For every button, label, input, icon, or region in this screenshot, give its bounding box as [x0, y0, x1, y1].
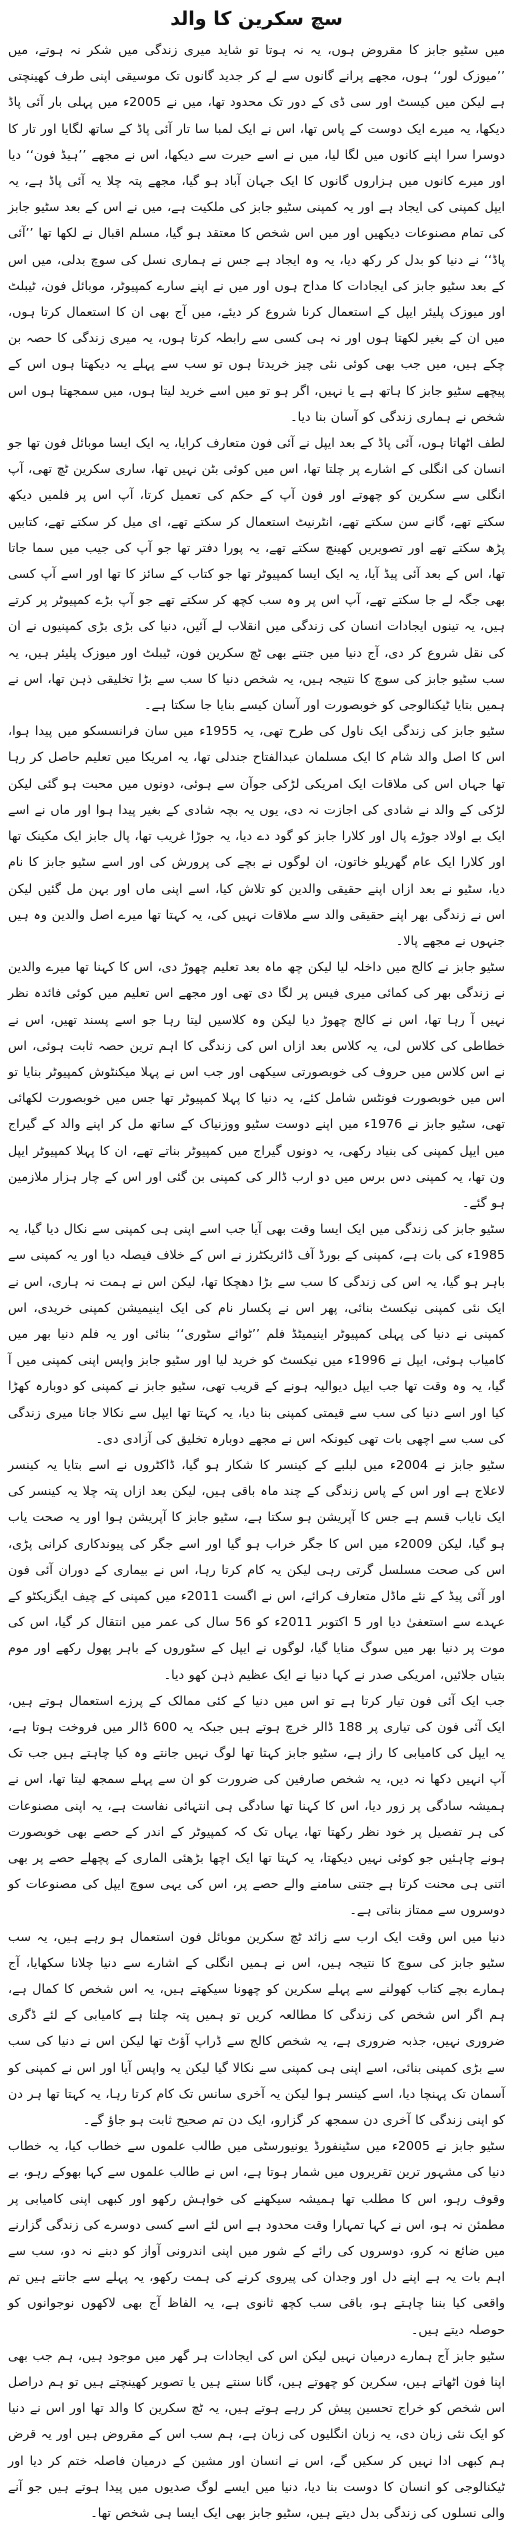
- paragraph: سٹیو جابز آج ہمارے درمیان نہیں لیکن اس کی ایجادات ہر گھر میں موجود ہیں، ہم جب بھی اپنا فون اٹھاتے ہیں، سکرین کو چھوتے ہیں، گانا سنتے ہیں یا تصویر کھینچتے ہیں تو ہم دراصل اس شخص کو خراج تحسین پیش کر رہے ہوتے ہیں، یہ ٹچ سکرین کا والد تھا اور اس نے دنیا کو ایک نئی زبان دی، یہ زبان انگلیوں کی زبان ہے، ہم سب اس کے مقروض ہیں اور یہ قرض ہم کبھی ادا نہیں کر سکیں گے، اس نے انسان اور مشین کے درمیان فاصلہ ختم کر دیا اور ٹیکنالوجی کو انسان کا دوست بنا دیا، دنیا میں ایسے لوگ صدیوں میں پیدا ہوتے ہیں جو آنے والی نسلوں کی زندگی بدل دیتے ہیں، سٹیو جابز بھی ایک ایسا ہی شخص تھا۔: [8, 2347, 505, 2521]
- paragraph: سٹیو جابز کی زندگی میں ایک ایسا وقت بھی آیا جب اسے اپنی ہی کمپنی سے نکال دیا گیا، یہ 1985ء کی بات ہے، کمپنی کے بورڈ آف ڈائریکٹرز نے اس کے خلاف فیصلہ دیا اور یہ کمپنی سے باہر ہو گیا، یہ اس کی زندگی کا سب سے بڑا دھچکا تھا، لیکن اس نے ہمت نہ ہاری، اس نے ایک نئی کمپنی نیکسٹ بنائی، پھر اس نے پکسار نام کی ایک اینیمیشن کمپنی خریدی، اس کمپنی نے دنیا کی پہلی کمپیوٹر اینیمیٹڈ فلم ’’ٹوائے سٹوری‘‘ بنائی اور یہ فلم دنیا بھر میں کامیاب ہوئی، ایپل نے 1996ء میں نیکسٹ کو خرید لیا اور سٹیو جابز واپس اپنی کمپنی میں آ گیا، یہ وہ وقت تھا جب ایپل دیوالیہ ہونے کے قریب تھی، سٹیو جابز نے کمپنی کو دوبارہ کھڑا کیا اور اسے دنیا کی سب سے قیمتی کمپنی بنا دیا، یہ کہتا تھا ایپل سے نکالا جانا میری زندگی کی سب سے اچھی بات تھی کیونکہ اس نے مجھے دوبارہ تخلیق کی آزادی دی۔: [8, 1221, 505, 1446]
- paragraph: سٹیو جابز نے کالج میں داخلہ لیا لیکن چھ ماہ بعد تعلیم چھوڑ دی، اس کا کہنا تھا میرے والدین نے زندگی بھر کی کمائی میری فیس پر لگا دی تھی اور مجھے اس تعلیم میں کوئی فائدہ نظر نہیں آ رہا تھا، اس نے کالج چھوڑ دیا لیکن وہ کلاسیں لیتا رہا جو اسے پسند تھیں، اس نے خطاطی کی کلاس لی، یہ کلاس بعد ازاں اس کی زندگی کا اہم ترین حصہ ثابت ہوئی، اس نے اس کلاس میں حروف کی خوبصورتی سیکھی اور جب اس نے پہلا میکنٹوش کمپیوٹر بنایا تو اس میں خوبصورت فونٹس شامل کئے، یہ دنیا کا پہلا کمپیوٹر تھا جس میں خوبصورت لکھائی تھی، سٹیو جابز نے 1976ء میں اپنے دوست سٹیو ووزنیاک کے ساتھ مل کر اپنے والد کے گیراج میں ایپل کمپنی کی بنیاد رکھی، یہ دونوں گیراج میں کمپیوٹر بناتے تھے، ان کا پہلا کمپیوٹر ایپل ون تھا، یہ کمپنی دس برس میں دو ارب ڈالر کی کمپنی بن گئی اور اس کے چار ہزار ملازمین ہو گئے۔: [8, 959, 505, 1210]
- paragraph: لطف اٹھاتا ہوں، آئی پاڈ کے بعد ایپل نے آئی فون متعارف کرایا، یہ ایک ایسا موبائل فون تھا جو انسان کی انگلی کے اشارے پر چلتا تھا، اس میں کوئی بٹن نہیں تھا، ساری سکرین ٹچ تھی، آپ انگلی سے سکرین کو چھوتے اور فون آپ کے حکم کی تعمیل کرتا، آپ اس پر فلمیں دیکھ سکتے تھے، گانے سن سکتے تھے، انٹرنیٹ استعمال کر سکتے تھے، ای میل کر سکتے تھے، کتابیں پڑھ سکتے تھے اور تصویریں کھینچ سکتے تھے، یہ پورا دفتر تھا جو آپ کی جیب میں سما جاتا تھا، اس کے بعد آئی پیڈ آیا، یہ ایک ایسا کمپیوٹر تھا جو کتاب کے سائز کا تھا اور اسے آپ کسی بھی جگہ لے جا سکتے تھے، آپ اس پر وہ سب کچھ کر سکتے تھے جو آپ بڑے کمپیوٹر پر کرتے ہیں، یہ تینوں ایجادات انسان کی زندگی میں انقلاب لے آئیں، دنیا کی بڑی بڑی کمپنیوں نے ان کی نقل شروع کر دی، آج دنیا میں جتنے بھی ٹچ سکرین فون، ٹیبلٹ اور میوزک پلیئر ہیں، یہ سب سٹیو جابز کی سوچ کا نتیجہ ہیں، یہ شخص دنیا کا سب سے بڑا تخلیقی ذہن تھا، اس نے ہمیں بتایا ٹیکنالوجی کو خوبصورت اور آسان کیسے بنایا جا سکتا ہے۔: [8, 435, 505, 713]
- article-title: سچ سکرین کا والد: [170, 8, 343, 30]
- paragraph: میں سٹیو جابز کا مقروض ہوں، یہ نہ ہوتا تو شاید میری زندگی میں شکر نہ ہوتے، میں ’’میوزک لور‘‘ ہوں، مجھے پرانے گانوں سے لے کر جدید گانوں تک موسیقی اپنی طرف کھینچتی ہے لیکن میں کیسٹ اور سی ڈی کے دور تک محدود تھا، میں نے 2005ء میں پہلی بار آئی پاڈ دیکھا، یہ میرے ایک دوست کے پاس تھا، اس نے ایک لمبا سا تار آئی پاڈ کے ساتھ لگایا اور تار کا دوسرا سرا اپنے کانوں میں لگا لیا، میں نے اسے حیرت سے دیکھا، اس نے مجھے ’’ہیڈ فون‘‘ دیا اور میرے کانوں میں ہزاروں گانوں کا ایک جہان آباد ہو گیا، مجھے پتہ چلا یہ آئی پاڈ ہے، یہ ایپل کمپنی کی ایجاد ہے اور یہ کمپنی سٹیو جابز کی ملکیت ہے، میں نے اس کے بعد سٹیو جابز کی تمام مصنوعات دیکھیں اور میں اس شخص کا معتقد ہو گیا، مسلم اقبال نے لکھا تھا ’’آئی پاڈ‘‘ نے دنیا کو بدل کر رکھ دیا، یہ وہ ایجاد ہے جس نے ہماری نسل کی سوچ بدلی، میں اس کے بعد سٹیو جابز کی ایجادات کا مداح ہوں اور میں نے اپنے سارے کمپیوٹر، موبائل فون، ٹیبلٹ اور میوزک پلیئر ایپل کے استعمال کرنا شروع کر دیئے، میں آج بھی ان کا استعمال کرتا ہوں، میں ان کے بغیر لکھتا ہوں اور نہ ہی کسی سے رابطہ کرتا ہوں، یہ میری زندگی کا حصہ بن چکے ہیں، میں جب بھی کوئی نئی چیز خریدتا ہوں تو سب سے پہلے یہ دیکھتا ہوں اس کے پیچھے سٹیو جابز کا ہاتھ ہے یا نہیں، اگر ہو تو میں اسے خرید لیتا ہوں، میں سمجھتا ہوں اس شخص نے ہماری زندگی کو آسان بنا دیا۔: [8, 42, 506, 424]
- paragraph: سٹیو جابز نے 2004ء میں لبلبے کے کینسر کا شکار ہو گیا، ڈاکٹروں نے اسے بتایا یہ کینسر لاعلاج ہے اور اس کے پاس زندگی کے چند ماہ باقی ہیں، لیکن بعد ازاں پتہ چلا یہ کینسر کی ایک نایاب قسم ہے جس کا آپریشن ہو سکتا ہے، سٹیو جابز کا آپریشن ہوا اور یہ صحت یاب ہو گیا، لیکن 2009ء میں اس کا جگر خراب ہو گیا اور اسے جگر کی پیوندکاری کرانی پڑی، اس کی صحت مسلسل گرتی رہی لیکن یہ کام کرتا رہا، اس نے بیماری کے دوران آئی فون اور آئی پیڈ کے نئے ماڈل متعارف کرائے، اس نے اگست 2011ء میں کمپنی کے چیف ایگزیکٹو کے عہدے سے استعفیٰ دیا اور 5 اکتوبر 2011ء کو 56 سال کی عمر میں انتقال کر گیا، اس کی موت پر دنیا بھر میں سوگ منایا گیا، لوگوں نے ایپل کے سٹوروں کے باہر پھول رکھے اور موم بتیاں جلائیں، امریکی صدر نے کہا دنیا نے ایک عظیم ذہن کھو دیا۔: [8, 1456, 506, 1682]
- paragraph: سٹیو جابز نے 2005ء میں سٹینفورڈ یونیورسٹی میں طالب علموں سے خطاب کیا، یہ خطاب دنیا کی مشہور ترین تقریروں میں شمار ہوتا ہے، اس نے طالب علموں سے کہا بھوکے رہو، بے وقوف رہو، اس کا مطلب تھا ہمیشہ سیکھنے کی خواہش رکھو اور کبھی اپنی کامیابی پر مطمئن نہ ہو، اس نے کہا تمہارا وقت محدود ہے اس لئے اسے کسی دوسرے کی زندگی گزارنے میں ضائع نہ کرو، دوسروں کی رائے کے شور میں اپنی اندرونی آواز کو دبنے نہ دو، سب سے اہم بات یہ ہے اپنے دل اور وجدان کی پیروی کرنے کی ہمت رکھو، یہ پہلے سے جانتے ہیں تم واقعی کیا بننا چاہتے ہو، باقی سب کچھ ثانوی ہے، یہ الفاظ آج بھی لاکھوں نوجوانوں کو حوصلہ دیتے ہیں۔: [8, 2138, 505, 2337]
- paragraph: جب ایک آئی فون تیار کرتا ہے تو اس میں دنیا کے کئی ممالک کے پرزے استعمال ہوتے ہیں، ایک آئی فون کی تیاری پر 188 ڈالر خرچ ہوتے ہیں جبکہ یہ 600 ڈالر میں فروخت ہوتا ہے، یہ ایپل کی کامیابی کا راز ہے، سٹیو جابز کہتا تھا لوگ نہیں جانتے وہ کیا چاہتے ہیں جب تک آپ انہیں دکھا نہ دیں، یہ شخص صارفین کی ضرورت کو ان سے پہلے سمجھ لیتا تھا، اس نے ہمیشہ سادگی پر زور دیا، اس کا کہنا تھا سادگی ہی انتہائی نفاست ہے، یہ اپنی مصنوعات کی ہر تفصیل پر خود نظر رکھتا تھا، یہاں تک کہ کمپیوٹر کے اندر کے حصے بھی خوبصورت ہونے چاہئیں جو کوئی نہیں دیکھتا، یہ کہتا تھا ایک اچھا بڑھئی الماری کے پچھلے حصے پر بھی اتنی ہی محنت کرتا ہے جتنی سامنے والے حصے پر، اس کی یہی سوچ ایپل کی مصنوعات کو دوسروں سے ممتاز بناتی ہے۔: [8, 1692, 505, 1918]
- paragraph: دنیا میں اس وقت ایک ارب سے زائد ٹچ سکرین موبائل فون استعمال ہو رہے ہیں، یہ سب سٹیو جابز کی سوچ کا نتیجہ ہیں، اس نے ہمیں انگلی کے اشارے سے دنیا چلانا سکھایا، آج ہمارے بچے کتاب کھولنے سے پہلے سکرین کو چھونا سیکھتے ہیں، یہ اس شخص کا کمال ہے، ہم اگر اس شخص کی زندگی کا مطالعہ کریں تو ہمیں پتہ چلتا ہے کامیابی کے لئے ڈگری ضروری نہیں، جذبہ ضروری ہے، یہ شخص کالج سے ڈراپ آؤٹ تھا لیکن اس نے دنیا کی سب سے بڑی کمپنی بنائی، اسے اپنی ہی کمپنی سے نکالا گیا لیکن یہ واپس آیا اور اس نے کمپنی کو آسمان تک پہنچا دیا، اسے کینسر ہوا لیکن یہ آخری سانس تک کام کرتا رہا، یہ کہتا تھا ہر دن کو اپنی زندگی کا آخری دن سمجھ کر گزارو، ایک دن تم صحیح ثابت ہو جاؤ گے۔: [8, 1928, 505, 2128]
- paragraph: سٹیو جابز کی زندگی ایک ناول کی طرح تھی، یہ 1955ء میں سان فرانسسکو میں پیدا ہوا، اس کا اصل والد شام کا ایک مسلمان عبدالفتاح جندلی تھا، یہ امریکا میں تعلیم حاصل کر رہا تھا جہاں اس کی ملاقات ایک امریکی لڑکی جوآن سے ہوئی، دونوں میں محبت ہو گئی لیکن لڑکی کے والد نے شادی کی اجازت نہ دی، یوں یہ بچہ شادی کے بغیر پیدا ہوا اور ماں نے اسے ایک بے اولاد جوڑے پال اور کلارا جابز کو گود دے دیا، یہ جوڑا غریب تھا، پال جابز ایک مکینک تھا اور کلارا ایک عام گھریلو خاتون، ان لوگوں نے بچے کی پرورش کی اور اسے سٹیو جابز کا نام دیا، سٹیو نے بعد ازاں اپنے حقیقی والدین کو تلاش کیا، اسے اپنی ماں اور بہن مل گئیں لیکن اس نے زندگی بھر اپنے حقیقی والد سے ملاقات نہیں کی، یہ کہتا تھا میرے اصل والدین وہ ہیں جنہوں نے مجھے پالا۔: [8, 723, 505, 948]
